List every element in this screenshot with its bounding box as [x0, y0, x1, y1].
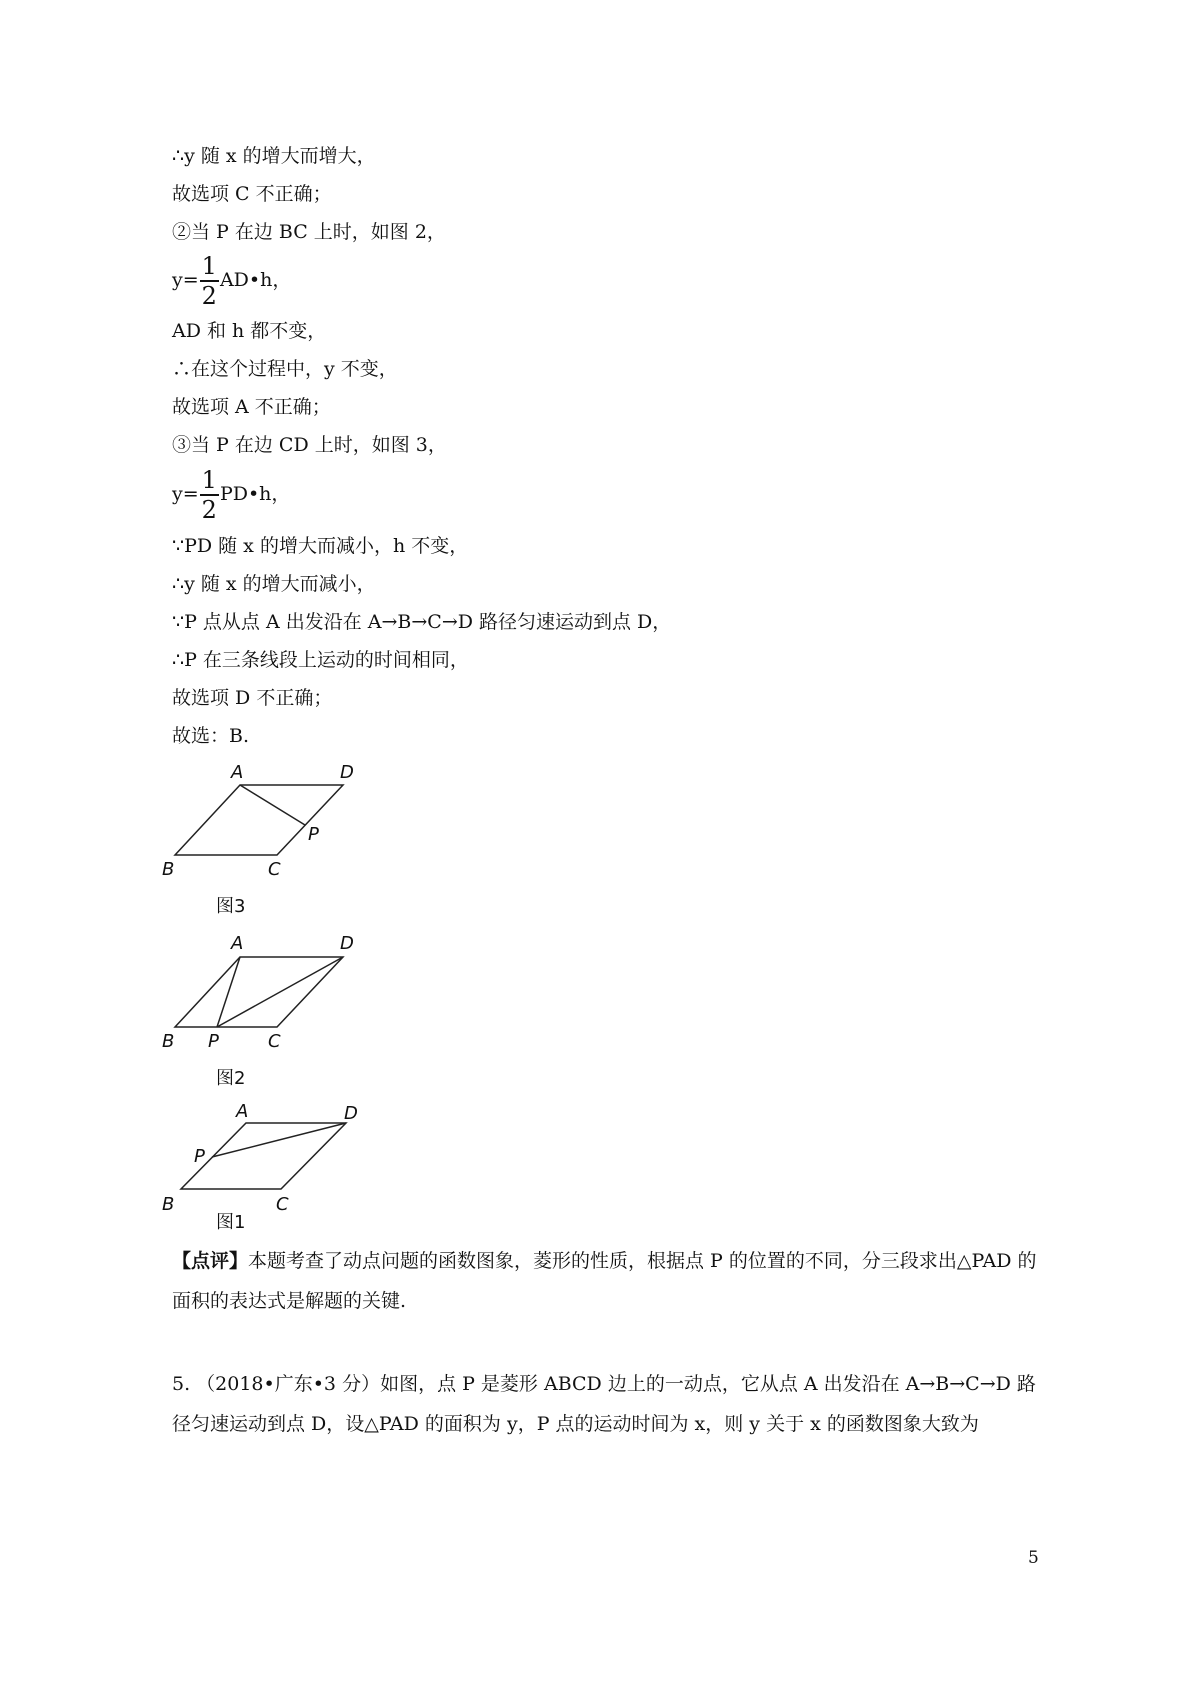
label-b: B: [162, 1031, 175, 1052]
fraction-numerator: 1: [201, 466, 217, 494]
label-a: A: [236, 1101, 249, 1122]
label-p: P: [308, 824, 319, 845]
text-line: ∴y 随 x 的增大而增大，: [172, 145, 376, 167]
label-d: D: [340, 762, 354, 783]
text-line: AD 和 h 都不变，: [172, 320, 327, 342]
figure-2: [150, 926, 410, 1096]
label-a: A: [231, 933, 244, 954]
comment-tag: 【点评】: [172, 1250, 249, 1272]
fraction: [200, 252, 219, 310]
page-number: 5: [1028, 1548, 1039, 1568]
text-line: ∴在这个过程中，y 不变，: [172, 358, 398, 380]
label-d: D: [340, 933, 354, 954]
fraction-denominator: 2: [201, 282, 217, 310]
label-c: C: [268, 859, 281, 880]
segment-pd: [212, 1123, 346, 1157]
fraction-numerator: 1: [201, 252, 217, 280]
figure-3: [150, 755, 410, 925]
rhombus-outline: [175, 957, 343, 1027]
label-c: C: [276, 1194, 289, 1215]
comment-paragraph: [172, 1241, 1052, 1321]
question-paragraph: 5. （2018•广东•3 分）如图，点 P 是菱形 ABCD 边上的一动点，它从点 A 出发沿在 A→B→C→D 路径匀速运动到点 D，设△PAD 的面积为 y，P 点的运动时间为 x，则 y 关于 x 的函数图象大致为: [172, 1373, 1036, 1435]
formula-area-pd: [172, 466, 290, 524]
text-line: 故选项 C 不正确；: [172, 183, 332, 205]
text-line: ∴y 随 x 的增大而减小，: [172, 573, 376, 595]
figure-caption: 图3: [216, 896, 246, 917]
text-line: ∵PD 随 x 的增大而减小，h 不变，: [172, 535, 469, 557]
label-p: P: [208, 1031, 219, 1052]
figure-1: [150, 1098, 410, 1238]
formula-area-ad: [172, 252, 291, 310]
label-b: B: [162, 859, 175, 880]
formula-prefix: y=: [172, 483, 199, 505]
text-line: ②当 P 在边 BC 上时，如图 2，: [172, 221, 446, 243]
figure-caption: 图1: [216, 1212, 246, 1233]
label-d: D: [344, 1103, 358, 1124]
text-line: 故选项 D 不正确；: [172, 687, 333, 709]
label-b: B: [162, 1194, 175, 1215]
label-a: A: [231, 762, 244, 783]
fraction: [200, 466, 219, 524]
fraction-denominator: 2: [201, 496, 217, 524]
segment-ap: [240, 785, 305, 825]
text-line: ③当 P 在边 CD 上时，如图 3，: [172, 434, 447, 456]
text-line: 故选项 A 不正确；: [172, 396, 331, 418]
formula-prefix: y=: [172, 269, 199, 291]
text-line: ∴P 在三条线段上运动的时间相同，: [172, 649, 469, 671]
comment-text: 本题考查了动点问题的函数图象，菱形的性质，根据点 P 的位置的不同，分三段求出△PAD 的面积的表达式是解题的关键.: [172, 1250, 1037, 1312]
formula-suffix: PD•h，: [219, 483, 291, 505]
label-p: P: [194, 1146, 205, 1167]
figure-caption: 图2: [216, 1068, 246, 1089]
text-line: 故选：B.: [172, 725, 250, 747]
rhombus-outline: [181, 1123, 346, 1189]
formula-suffix: AD•h，: [219, 269, 292, 291]
text-line: ∵P 点从点 A 出发沿在 A→B→C→D 路径匀速运动到点 D，: [172, 611, 672, 633]
label-c: C: [268, 1031, 281, 1052]
